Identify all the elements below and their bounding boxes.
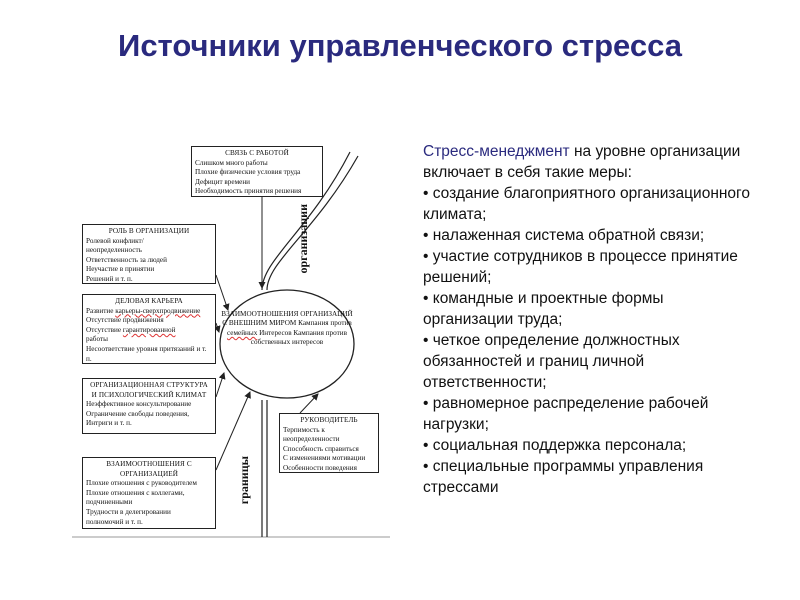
box-career-line-3 [86, 326, 212, 336]
list-item: • налаженная система обратной связи; [423, 227, 705, 244]
center-line: собственных интересов [250, 338, 324, 347]
box-leader-line: Способность справиться [283, 444, 359, 453]
box-work-title: СВЯЗЬ С РАБОТОЙ [225, 149, 289, 157]
list-item: • участие сотрудников в процессе принятие решений; [423, 248, 738, 286]
center-line: семейных [226, 328, 258, 337]
arrow-career [216, 323, 219, 332]
text-part-underlined: карьеры-сверхпродвижение [115, 306, 201, 315]
text-part: Отсутствие [86, 325, 123, 334]
box-org-structure [82, 378, 216, 434]
center-line: Интересов [259, 328, 292, 337]
center-external-relations [220, 290, 354, 398]
center-line: Кампания против [293, 328, 348, 337]
box-work-line: Плохие физические условия труда [195, 168, 301, 177]
label-border: границы [237, 456, 251, 505]
intro-paragraph [423, 141, 753, 183]
box-role [82, 224, 216, 284]
box-leader-title: РУКОВОДИТЕЛЬ [300, 416, 358, 424]
box-career-line-4: работы [86, 335, 108, 344]
box-org-relations [82, 457, 216, 529]
box-work-line: Дефицит времени [195, 177, 251, 186]
box-leader-line: Особенности поведения [283, 463, 357, 472]
intro-rest: на уровне организации включает в себя такие меры: [423, 143, 741, 181]
box-structure-line: Интриги и т. п. [86, 419, 132, 428]
box-leader-line: неопределенности [283, 435, 340, 444]
box-leader-line: Терпимость к [283, 425, 325, 434]
stress-management-text [423, 141, 753, 498]
text-part: Развитие [86, 306, 116, 315]
list-item: • создание благоприятного организационного климата; [423, 185, 750, 223]
box-structure-line: Ограничение свободы поведения, [86, 409, 190, 418]
box-role-line: Неучастие в принятии [86, 265, 155, 274]
center-title: ВЗАИМООТНОШЕНИЯ [221, 310, 299, 318]
center-text [220, 310, 354, 348]
center-line: Кампания против [298, 319, 352, 328]
slide-title: Источники управленческого стресса [118, 28, 682, 63]
box-work-relation [191, 146, 323, 197]
highlight-term: Стресс-менеджмент [423, 143, 570, 160]
box-relations-title: ВЗАИМООТНОШЕНИЯ С [106, 460, 192, 468]
box-relations-line: Плохие отношения с руководителем [86, 479, 197, 488]
box-relations-line: подчиненными [86, 498, 133, 507]
box-career-line-1 [86, 307, 212, 317]
box-role-title: РОЛЬ В ОРГАНИЗАЦИИ [108, 227, 190, 235]
box-relations-line: Трудности в делегировании [86, 507, 171, 516]
box-structure-title: ОРГАНИЗАЦИОННАЯ СТРУКТУРА [90, 381, 208, 389]
box-work-line: Слишком много работы [195, 158, 268, 167]
list-item: • социальная поддержка персонала; [423, 437, 687, 454]
box-relations-title: ОРГАНИЗАЦИЕЙ [119, 469, 179, 478]
box-career [82, 294, 216, 364]
box-structure-title: И ПСИХОЛОГИЧЕСКИЙ КЛИМАТ [91, 390, 207, 399]
box-career-line-5: Несоответствие уровня притязаний и т. п. [86, 344, 207, 363]
list-item: • командные и проектные формы организации труда; [423, 290, 664, 328]
list-item: • специальные программы управления стрессами [423, 458, 704, 496]
list-item: • равномерное распределение рабочей нагрузки; [423, 395, 709, 433]
center-title: ОРГАНИЗАЦИЙ С [222, 310, 353, 328]
box-leader-line: С изменениями мотивации [283, 454, 366, 463]
box-structure-line: Неэффективное консультирование [86, 400, 192, 409]
text-part-underlined: гарантированной [122, 325, 176, 334]
box-relations-line: Плохие отношения с коллегами, [86, 488, 185, 497]
measures-list [423, 183, 753, 498]
box-leader [279, 413, 379, 473]
box-role-line: Ролевой конфликт/ неопределенность [86, 236, 144, 255]
box-role-line: Решений и т. п. [86, 274, 133, 283]
box-career-title: ДЕЛОВАЯ КАРЬЕРА [115, 297, 183, 305]
box-role-line: Ответственность за людей [86, 255, 167, 264]
box-career-line-2: Отсутствие продвижения [86, 316, 164, 325]
center-title: ВНЕШНИМ МИРОМ [228, 319, 297, 328]
box-work-line: Необходимость принятия решения [195, 187, 302, 196]
box-relations-line: полномочий и т. п. [86, 517, 143, 526]
list-item: • четкое определение должностных обязанностей и границ личной ответственности; [423, 332, 680, 391]
label-organization: организации [296, 204, 310, 274]
